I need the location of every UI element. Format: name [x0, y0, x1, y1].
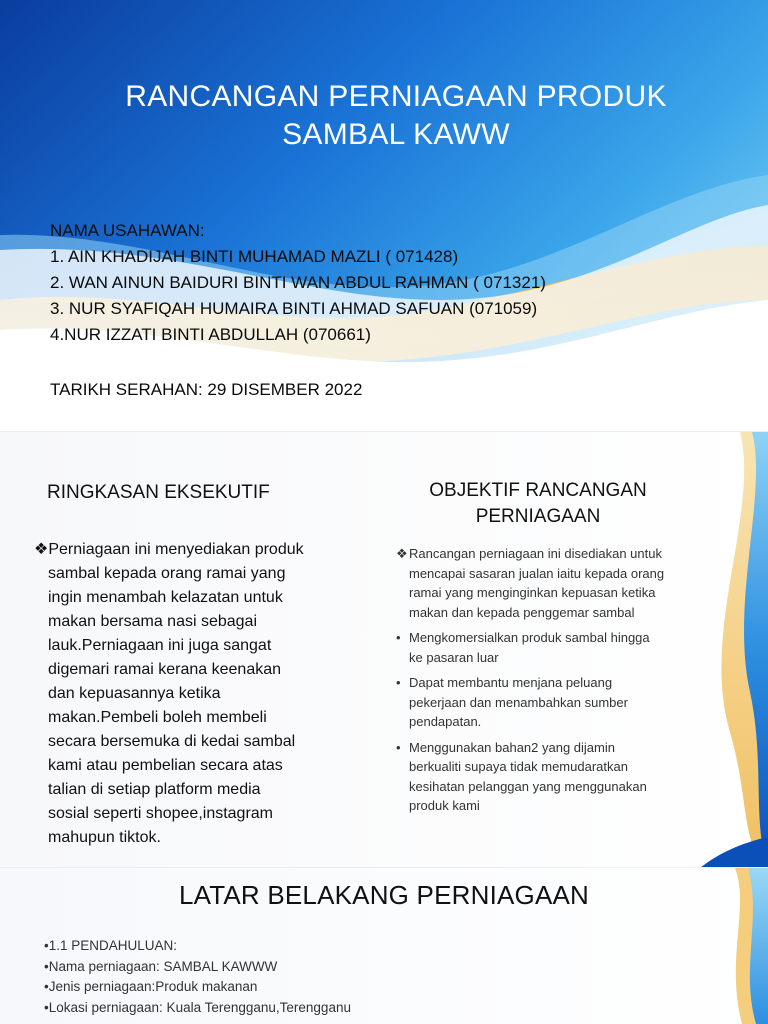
objective-line: pendapatan.	[409, 714, 482, 729]
title-line-2: SAMBAL KAWW	[282, 118, 510, 151]
presentation-title	[40, 78, 752, 154]
objective-line: Mengkomersialkan produk sambal hingga	[409, 630, 650, 645]
business-background-list	[44, 936, 351, 1018]
objective-item	[396, 628, 736, 667]
objective-item	[396, 738, 736, 816]
list-item: •Lokasi perniagaan: Kuala Terengganu,Terengganu	[44, 999, 351, 1015]
title-slide	[0, 0, 768, 432]
summary-slide	[0, 432, 768, 868]
objective-item	[396, 544, 736, 622]
list-item: •Nama perniagaan: SAMBAL KAWWW	[44, 958, 278, 974]
objective-line: Dapat membantu menjana peluang	[409, 675, 613, 690]
submission-date: TARIKH SERAHAN: 29 DISEMBER 2022	[50, 380, 363, 399]
executive-summary-heading: RINGKASAN EKSEKUTIF	[47, 482, 270, 503]
objective-line: Menggunakan bahan2 yang dijamin	[409, 739, 615, 755]
list-item: •1.1 PENDAHULUAN:	[44, 938, 178, 953]
objectives-heading-line-2: PERNIAGAAN	[475, 506, 601, 527]
objective-line: Rancangan perniagaan ini disediakan untuk	[409, 546, 662, 561]
bullet-icon: •	[396, 630, 401, 645]
summary-line: dan kepuasannya ketika	[48, 685, 221, 702]
summary-line: mahupun tiktok.	[48, 829, 161, 846]
author-1: 1. AIN KHADIJAH BINTI MUHAMAD MAZLI ( 071428)	[50, 247, 459, 266]
author-3: 3. NUR SYAFIQAH HUMAIRA BINTI AHMAD SAFUAN (071059)	[50, 299, 538, 318]
title-line-1: RANCANGAN PERNIAGAAN PRODUK	[125, 80, 667, 113]
summary-line: sosial seperti shopee,instagram	[48, 805, 274, 822]
summary-line: makan.Pembeli boleh membeli	[48, 709, 267, 726]
author-2: 2. WAN AINUN BAIDURI BINTI WAN ABDUL RAHMAN ( 071321)	[50, 273, 546, 292]
summary-line: makan bersama nasi sebagai	[48, 613, 258, 630]
summary-line: ❖Perniagaan ini menyediakan produk	[34, 541, 304, 558]
objective-line: berkualiti supaya tidak memudaratkan	[409, 759, 628, 774]
summary-line: digemari ramai kerana keenakan	[48, 661, 282, 678]
summary-line: talian di setiap platform media	[48, 781, 261, 798]
objective-line: pekerjaan dan menambahkan sumber	[409, 694, 628, 710]
summary-line: kami atau pembelian secara atas	[48, 757, 283, 774]
diamond-bullet-icon: ❖	[396, 546, 408, 561]
objective-line: ke pasaran luar	[409, 649, 499, 665]
author-4: 4.NUR IZZATI BINTI ABDULLAH (070661)	[50, 325, 371, 344]
authors-heading: NAMA USAHAWAN:	[50, 221, 205, 240]
slide1-background	[0, 0, 768, 432]
objective-line: produk kami	[409, 798, 480, 813]
objective-line: makan dan kepada penggemar sambal	[409, 604, 635, 620]
objective-line: ramai yang menginginkan kepuasan ketika	[409, 585, 656, 600]
bullet-icon: •	[396, 675, 401, 690]
bullet-icon: •	[396, 739, 401, 755]
summary-line: lauk.Perniagaan ini juga sangat	[48, 637, 272, 654]
business-background-title: LATAR BELAKANG PERNIAGAAN	[178, 880, 590, 910]
objective-line: mencapai sasaran jualan iaitu kepada orang	[409, 565, 665, 581]
objective-line: kesihatan pelanggan yang menggunakan	[409, 778, 647, 794]
objective-item	[396, 673, 736, 732]
authors-block	[50, 218, 546, 348]
summary-line: ingin menambah kelazatan untuk	[48, 589, 283, 606]
executive-summary-text	[34, 538, 374, 850]
objectives-heading-line-1: OBJEKTIF RANCANGAN	[429, 480, 647, 501]
objectives-heading	[380, 478, 696, 530]
list-item: •Jenis perniagaan:Produk makanan	[44, 979, 258, 994]
background-slide	[0, 868, 768, 1024]
summary-line: secara bersemuka di kedai sambal	[48, 733, 296, 750]
summary-line: sambal kepada orang ramai yang	[48, 565, 286, 582]
objectives-list	[396, 544, 736, 822]
